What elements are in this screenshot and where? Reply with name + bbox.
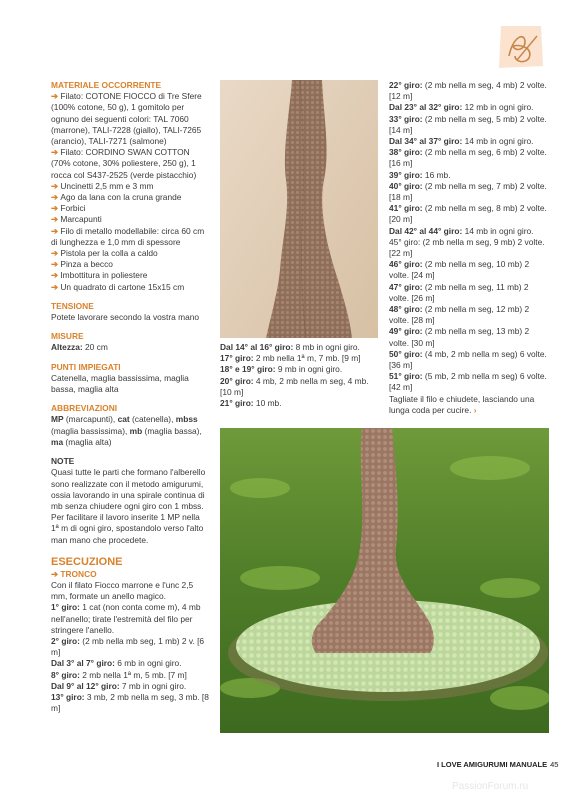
note-paragraph-2: Per facilitare il lavoro inserite 1 MP nella 1ª m di ogni giro, spostandolo verso l'alto man mano che procedete. (51, 512, 204, 545)
note-paragraph-1: Quasi tutte le parti che formano l'alberello sono realizzate con il metodo amigurumi, ossia lavorando in una spirale continua di mb senza chiudere ogni giro con 1 mbss. (51, 467, 206, 511)
trunk-photo (220, 80, 378, 338)
round-text: (2 mb nella m seg, 6 mb) 2 volte. [16 m] (389, 147, 547, 169)
round-line (389, 203, 549, 225)
round-text: (4 mb, 2 mb nella m seg) 6 volte. [36 m] (389, 348, 547, 371)
abbreviations-text (51, 414, 209, 448)
left-rounds-list (51, 602, 209, 714)
round-label: Dal 42° al 44° giro: (389, 225, 463, 236)
round-label: 13° giro: (51, 691, 85, 702)
materials-item (51, 214, 209, 225)
materials-item-text: Filato: CORDINO SWAN COTTON (70% cotone, 30% poliestere, 250 g), 1 rocca col S437-2525 (verde pistacchio) (51, 147, 197, 180)
materials-item (51, 259, 209, 270)
arrow-icon: ➔ (51, 259, 61, 270)
abbr-key: MP (51, 414, 64, 425)
round-text: 8 mb in ogni giro. (293, 342, 360, 352)
measures-label: Altezza: (51, 342, 83, 353)
round-label: 1° giro: (51, 602, 80, 613)
right-rounds-list (389, 80, 549, 394)
round-label: 51° giro: (389, 371, 423, 382)
note-title: NOTE (51, 456, 75, 467)
round-label: Dal 9° al 12° giro: (51, 680, 120, 691)
round-line (220, 376, 380, 398)
round-line (389, 114, 549, 136)
materials-item (51, 282, 209, 293)
round-label: 49° giro: (389, 326, 423, 337)
round-text: (2 mb nella m seg, 12 mb) 2 volte. [28 m] (389, 304, 530, 326)
middle-rounds-list (220, 342, 380, 409)
materials-item-text: Imbottitura in poliestere (60, 270, 148, 281)
materials-item (51, 192, 209, 203)
materials-item (51, 248, 209, 259)
round-label: 46° giro: (389, 259, 423, 270)
round-text: (2 mb nella m seg, 4 mb) 2 volte. [12 m] (389, 80, 547, 102)
materials-item-text: Ago da lana con la cruna grande (60, 192, 182, 203)
arrow-icon: ➔ (51, 91, 61, 102)
round-line (51, 692, 209, 714)
materials-item (51, 203, 209, 214)
hook-logo-icon (495, 22, 547, 70)
round-line (220, 342, 380, 353)
round-line (389, 349, 549, 371)
arrow-icon: ➔ (51, 180, 61, 191)
arrow-icon: ➔ (51, 225, 61, 236)
closing-text-body: Tagliate il filo e chiudete, lasciando una lunga coda per cucire. (389, 393, 535, 415)
round-label: Dal 34° al 37° giro: (389, 136, 463, 147)
round-text: 2 mb nella 1ª m, 7 mb. [9 m] (253, 353, 361, 364)
materials-item (51, 147, 209, 181)
materials-item-text: Filo di metallo modellabile: circa 60 cm di lunghezza e 1,0 mm di spessore (51, 225, 205, 247)
round-line (51, 602, 209, 636)
round-label: 8° giro: (51, 669, 80, 680)
materials-item-text: Pistola per la colla a caldo (60, 248, 158, 259)
trunk-title (51, 569, 209, 580)
round-line (389, 237, 549, 259)
round-text: 10 mb. (253, 398, 282, 409)
round-text: (2 mb nella m seg, 7 mb) 2 volte. [18 m] (389, 180, 547, 203)
magazine-name: I LOVE AMIGURUMI MANUALE (437, 760, 548, 769)
arrow-icon: ➔ (51, 270, 61, 281)
page-footer (437, 760, 558, 769)
round-label: 21° giro: (220, 398, 254, 409)
abbr-value: (marcapunti), (63, 414, 118, 425)
abbr-key: mbss (175, 414, 198, 425)
abbr-value: (maglia bassa), (142, 425, 202, 436)
arrow-icon: ➔ (51, 248, 61, 259)
round-label: 20° giro: (220, 375, 254, 386)
watermark-text: PassionForum.ru (452, 781, 529, 792)
tension-text: Potete lavorare secondo la vostra mano (51, 312, 200, 323)
round-line (220, 364, 380, 375)
materials-item (51, 91, 209, 147)
round-label: Dal 3° al 7° giro: (51, 658, 115, 669)
round-text: (2 mb nella m seg, 8 mb) 2 volte. [20 m] (389, 203, 547, 225)
tension-title: TENSIONE (51, 300, 94, 311)
round-line (389, 282, 549, 304)
round-line (220, 353, 380, 364)
materials-item-text: Forbici (60, 203, 86, 214)
materials-item-text: Un quadrato di cartone 15x15 cm (60, 281, 185, 292)
round-label: 48° giro: (389, 304, 423, 315)
materials-item-text: Marcapunti (60, 214, 102, 225)
round-label: 18° e 19° giro: (220, 364, 276, 375)
round-label: 39° giro: (389, 169, 423, 180)
round-line (389, 170, 549, 181)
round-line (389, 80, 549, 102)
round-text: 12 mb in ogni giro. (462, 102, 534, 113)
abbr-key: mb (129, 425, 143, 436)
round-text: 3 mb, 2 mb nella m seg, 3 mb. [8 m] (51, 691, 209, 714)
round-text: 16 mb. (422, 169, 451, 180)
arrow-icon: ➔ (51, 203, 61, 214)
stitches-text: Catenella, maglia bassissima, maglia bassa, maglia alta (51, 372, 189, 395)
round-text: 7 mb in ogni giro. (119, 680, 187, 691)
round-label: 41° giro: (389, 203, 423, 214)
page-number: 45 (550, 760, 559, 769)
trunk-intro: Con il filato Fiocco marrone e l'unc 2,5 mm, formate un anello magico. (51, 579, 194, 602)
round-line (389, 181, 549, 203)
round-line (389, 147, 549, 169)
arrow-icon: ➔ (51, 214, 61, 225)
round-label: 38° giro: (389, 147, 423, 158)
materials-item (51, 270, 209, 281)
round-text: 45° giro: (2 mb nella m seg, 9 mb) 2 volte. [22 m] (389, 236, 545, 259)
round-line (389, 371, 549, 393)
abbreviations-title: ABBREVIAZIONI (51, 403, 118, 414)
round-text: (2 mb nella m seg, 5 mb) 2 volte. [14 m] (389, 113, 547, 135)
materials-item (51, 226, 209, 248)
round-line (51, 636, 209, 658)
execution-title: ESECUZIONE (51, 555, 123, 568)
round-line (389, 304, 549, 326)
round-text: 6 mb in ogni giro. (114, 658, 182, 669)
measures-line (51, 342, 209, 353)
materials-item (51, 181, 209, 192)
materials-item-text: Filato: COTONE FIOCCO di Tre Sfere (100% cotone, 50 g), 1 gomitolo per ognuno dei seguenti colori: TAL 7060 (marrone), TALI-7228 (giallo), TALI-7265 (arancio), TALI-7271 (salmone) (51, 91, 202, 147)
round-line (389, 259, 549, 281)
round-text: 4 mb, 2 mb nella m seg, 4 mb. [10 m] (220, 375, 369, 397)
round-text: (2 mb nella mb seg, 1 mb) 2 v. [6 m] (51, 635, 205, 658)
round-line (51, 681, 209, 692)
round-text: (2 mb nella m seg, 13 mb) 2 volte. [30 m] (389, 326, 530, 348)
round-line (51, 670, 209, 681)
materials-item-text: Pinza a becco (60, 259, 113, 270)
materials-title: MATERIALE OCCORRENTE (51, 80, 162, 90)
abbr-value: (catenella), (129, 414, 176, 425)
round-text: 14 mb in ogni giro. (462, 225, 534, 236)
round-label: Dal 14° al 16° giro: (220, 342, 294, 352)
trunk-title-text: TRONCO (60, 568, 97, 579)
round-label: 47° giro: (389, 281, 423, 292)
closing-text (389, 394, 549, 416)
arrow-icon: ➔ (51, 568, 61, 579)
round-label: Dal 23° al 32° giro: (389, 102, 463, 113)
left-column (51, 80, 209, 714)
abbr-value: (maglia alta) (63, 436, 112, 447)
arrow-icon: ➔ (51, 147, 61, 158)
abbr-value: (maglia bassissima), (51, 425, 130, 436)
round-text: 2 mb nella 1ª m, 5 mb. [7 m] (79, 669, 187, 680)
round-line (51, 658, 209, 669)
materials-list (51, 91, 209, 293)
round-text: (5 mb, 2 mb nella m seg) 6 volte. [42 m] (389, 371, 547, 393)
arrow-icon: ➔ (51, 192, 61, 203)
measures-title: MISURE (51, 331, 84, 342)
round-text: 9 mb in ogni giro. (275, 364, 343, 375)
round-text: (2 mb nella m seg, 10 mb) 2 volte. [24 m] (389, 259, 530, 281)
right-column (389, 80, 549, 416)
round-line (389, 102, 549, 113)
materials-item-text: Uncinetti 2,5 mm e 3 mm (60, 180, 154, 191)
round-label: 17° giro: (220, 353, 254, 364)
abbr-key: cat (117, 414, 130, 425)
tree-photo (220, 428, 549, 733)
round-label: 50° giro: (389, 348, 423, 359)
round-line (389, 226, 549, 237)
round-line (389, 136, 549, 147)
end-arrow-icon: › (473, 404, 477, 415)
round-label: 40° giro: (389, 180, 423, 191)
round-line (220, 398, 380, 409)
round-line (389, 326, 549, 348)
stitches-title: PUNTI IMPIEGATI (51, 361, 121, 372)
round-label: 22° giro: (389, 80, 423, 90)
measures-value: 20 cm (82, 342, 108, 353)
abbr-key: ma (51, 436, 64, 447)
round-text: 14 mb in ogni giro. (462, 136, 534, 147)
round-label: 33° giro: (389, 113, 423, 124)
round-label: 2° giro: (51, 635, 80, 646)
arrow-icon: ➔ (51, 281, 61, 292)
round-text: 1 cat (non conta come m), 4 mb nell'anello; tirate l'estremità del filo per stringere l'anello. (51, 602, 201, 635)
round-text: (2 mb nella m seg, 11 mb) 2 volte. [26 m] (389, 281, 529, 303)
